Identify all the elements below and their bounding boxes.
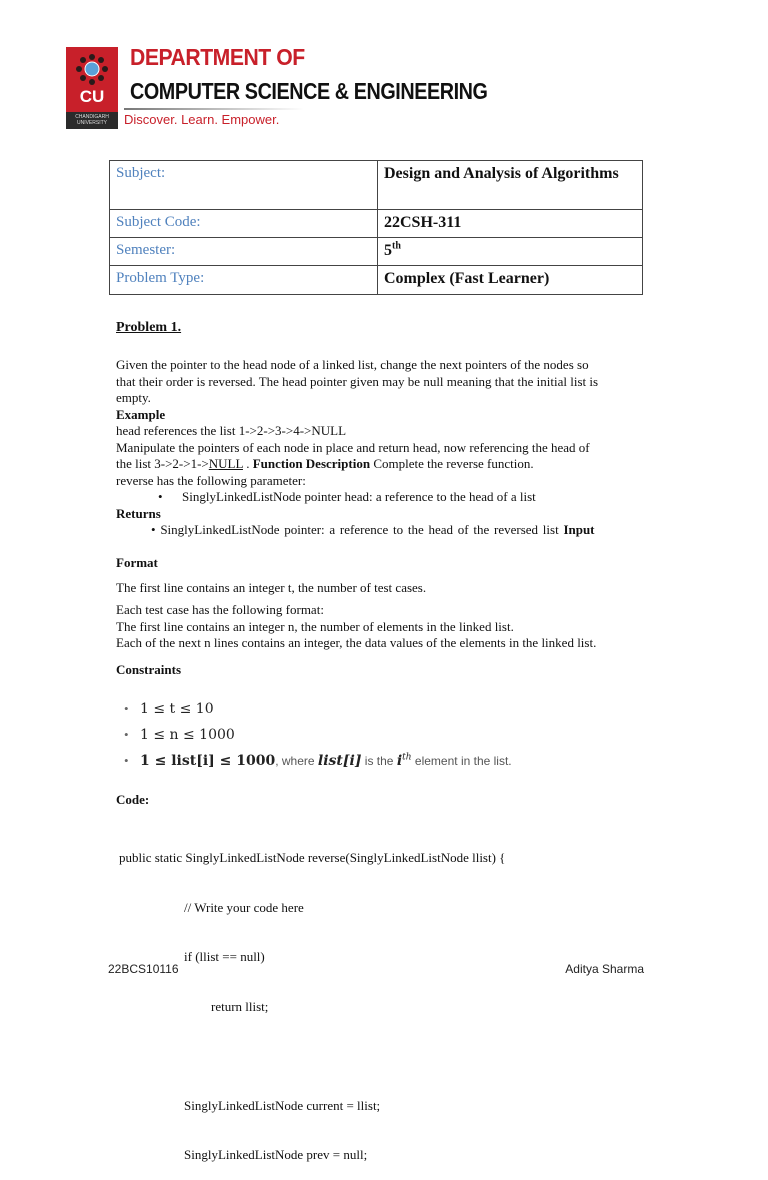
param-text: SinglyLinkedListNode pointer head: a reference to the head of a list <box>182 489 536 504</box>
subject-value: Design and Analysis of Algorithms <box>378 161 643 210</box>
returns-text: SinglyLinkedListNode pointer: a reference to the head of the reversed list <box>160 522 564 537</box>
constraint-sup: th <box>402 752 412 763</box>
problem-type-value: Complex (Fast Learner) <box>378 266 643 295</box>
subject-label: Subject: <box>110 161 378 210</box>
bullet-icon: • <box>158 489 163 504</box>
semester-label: Semester: <box>110 238 378 266</box>
returns-bullet <box>116 522 636 539</box>
code-line: public static SinglyLinkedListNode reverse(SinglyLinkedListNode llist) { <box>119 850 506 865</box>
semester-value <box>378 238 643 266</box>
constraint-text: 1 ≤ t ≤ 10 <box>140 701 214 717</box>
format-line: The first line contains an integer n, the number of elements in the linked list. <box>116 618 514 634</box>
example-line <box>116 456 636 473</box>
constraint-text: 1 ≤ list[i] ≤ 1000 <box>140 753 276 769</box>
logo-band <box>66 112 118 129</box>
function-description-text: Complete the reverse function. <box>370 456 534 471</box>
example-text: the list 3->2->1-> <box>116 456 209 471</box>
table-row <box>110 161 643 210</box>
constraint-item <box>124 748 644 774</box>
problem-title: Problem 1. <box>116 320 182 335</box>
params-intro: reverse has the following parameter: <box>116 472 306 488</box>
semester-suffix: th <box>392 240 401 252</box>
constraint-note: is the <box>361 754 397 768</box>
constraint-var: i <box>396 753 403 769</box>
code-line-blank <box>119 1048 639 1065</box>
semester-number: 5 <box>384 242 392 259</box>
problem-type-label: Problem Type: <box>110 266 378 295</box>
table-row <box>110 210 643 238</box>
subject-code-label: Subject Code: <box>110 210 378 238</box>
description-line: empty. <box>116 390 151 405</box>
constraints-list <box>124 696 644 774</box>
logo-band-line1: CHANDIGARH <box>75 114 109 120</box>
code-line: SinglyLinkedListNode prev = null; <box>158 1147 368 1162</box>
problem-description <box>116 357 636 539</box>
code-line: SinglyLinkedListNode current = llist; <box>158 1097 381 1113</box>
department-title-line2: COMPUTER SCIENCE & ENGINEERING <box>130 78 488 104</box>
table-row <box>110 238 643 266</box>
code-line: if (llist == null) <box>158 949 265 964</box>
code-block <box>119 817 639 1180</box>
footer-roll-number: 22BCS10116 <box>108 962 179 976</box>
format-line: The first line contains an integer t, the number of test cases. <box>116 580 427 595</box>
null-text: NULL <box>208 456 243 471</box>
format-heading: Format <box>116 555 158 570</box>
code-line: return llist; <box>172 998 269 1014</box>
university-logo <box>66 47 118 129</box>
example-line: head references the list 1->2->3->4->NULL <box>116 423 347 438</box>
constraint-var: list[i] <box>317 753 362 769</box>
description-line: Given the pointer to the head node of a linked list, change the next pointers of the nodes so <box>116 357 589 372</box>
input-heading: Input <box>563 522 595 537</box>
logo-emblem-icon <box>75 53 109 87</box>
bullet-icon: • <box>124 727 129 742</box>
code-heading: Code: <box>116 792 150 807</box>
format-details <box>116 602 636 652</box>
constraint-note: , where <box>275 754 318 768</box>
example-text: . <box>242 456 253 471</box>
format-line: Each test case has the following format: <box>116 602 324 617</box>
function-description-heading: Function Description <box>252 456 371 471</box>
bullet-icon: • <box>151 522 161 537</box>
bullet-icon: • <box>124 701 129 716</box>
table-row <box>110 266 643 295</box>
logo-letters: CU <box>79 87 105 106</box>
bullet-icon: • <box>124 753 129 768</box>
example-heading: Example <box>116 406 166 422</box>
tagline: Discover. Learn. Empower. <box>124 112 280 127</box>
constraint-text: 1 ≤ n ≤ 1000 <box>140 727 235 743</box>
subject-info-table <box>109 160 643 295</box>
department-title-line1: DEPARTMENT OF <box>130 44 305 70</box>
constraint-item <box>124 696 644 722</box>
param-bullet <box>116 489 636 506</box>
constraint-item <box>124 722 644 748</box>
header-divider <box>124 108 304 110</box>
code-line: // Write your code here <box>158 899 304 915</box>
footer-student-name: Aditya Sharma <box>565 962 644 976</box>
format-line: Each of the next n lines contains an integer, the data values of the elements in the linked list. <box>116 635 597 650</box>
constraints-heading: Constraints <box>116 662 182 677</box>
description-line: that their order is reversed. The head pointer given may be null meaning that the initial list is <box>116 373 599 389</box>
returns-heading: Returns <box>116 505 161 521</box>
constraint-note: element in the list. <box>411 754 512 768</box>
subject-code-value: 22CSH-311 <box>378 210 643 238</box>
example-line: Manipulate the pointers of each node in place and return head, now referencing the head of <box>116 439 590 455</box>
logo-band-line2: UNIVERSITY <box>76 120 107 126</box>
